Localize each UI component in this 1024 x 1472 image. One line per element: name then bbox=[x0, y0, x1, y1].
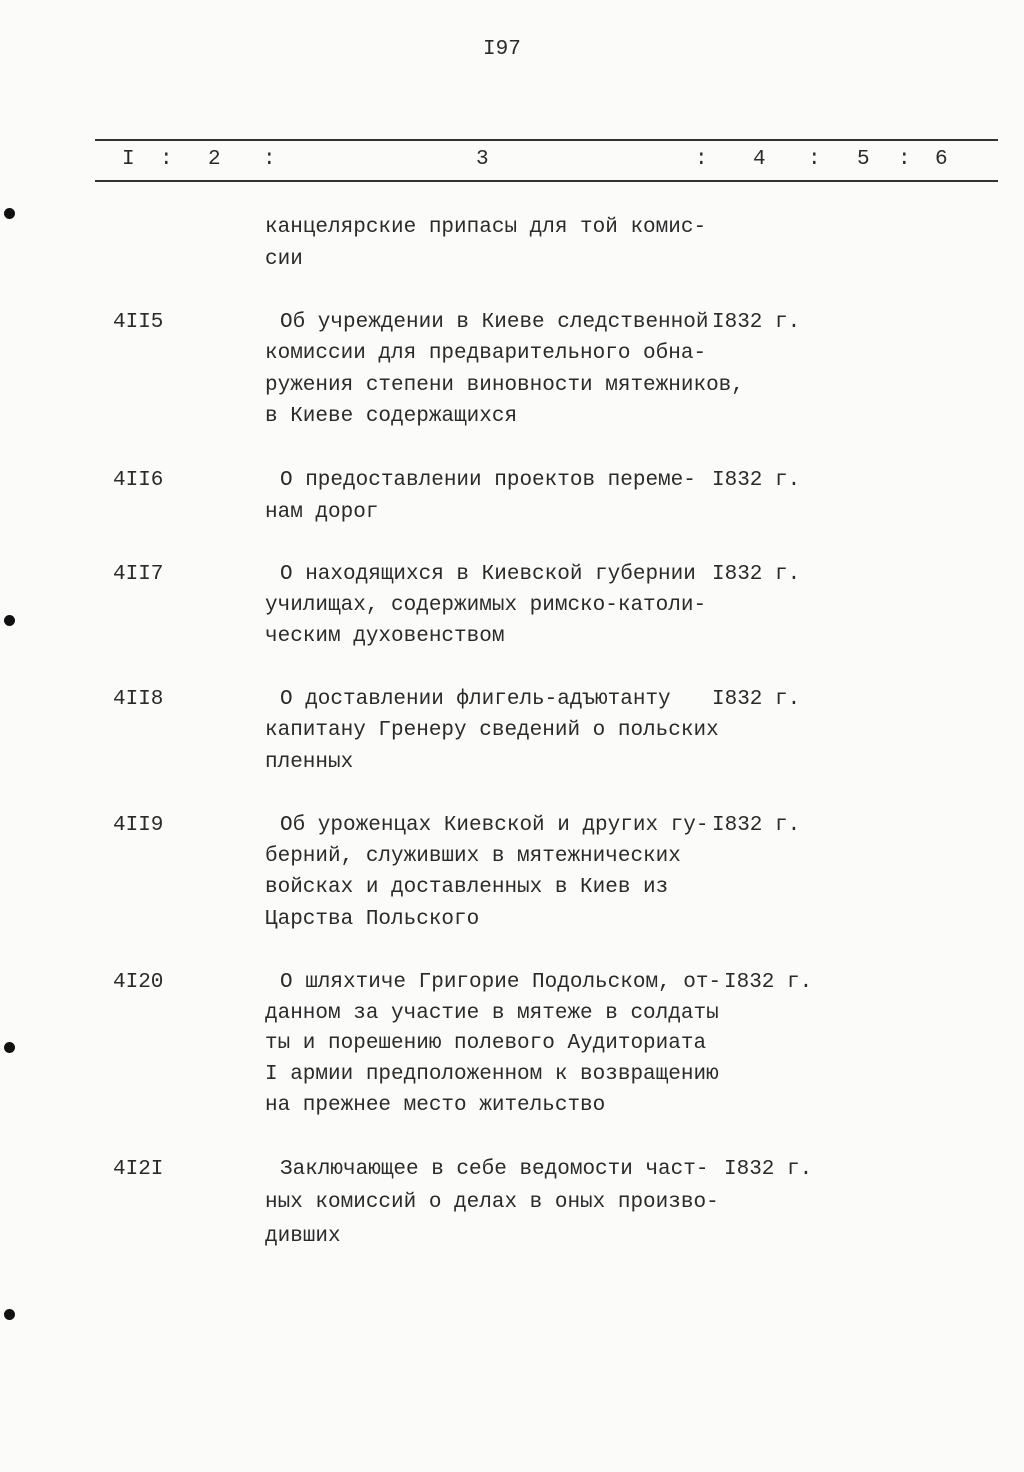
punch-hole-dot bbox=[4, 208, 15, 219]
text-line: на прежнее место жительство bbox=[265, 1094, 606, 1117]
punch-hole-dot bbox=[4, 1309, 15, 1320]
text-line: Об учреждении в Киеве следственной bbox=[280, 311, 709, 334]
header-top-rule bbox=[95, 139, 998, 141]
entry-number: 4II6 bbox=[113, 469, 164, 492]
entry-date: I832 г. bbox=[712, 814, 801, 837]
col-sep: : bbox=[160, 148, 173, 171]
col-6: 6 bbox=[935, 148, 948, 171]
entry-number: 4I2I bbox=[113, 1158, 164, 1181]
text-line: ческим духовенством bbox=[265, 625, 505, 648]
page-number: I97 bbox=[483, 38, 521, 61]
col-2: 2 bbox=[208, 148, 221, 171]
punch-hole-dot bbox=[4, 615, 15, 626]
entry-number: 4II7 bbox=[113, 563, 164, 586]
text-line: О предоставлении проектов переме- bbox=[280, 469, 696, 492]
text-line: училищах, содержимых римско-католи- bbox=[265, 594, 707, 617]
entry-date: I832 г. bbox=[724, 971, 813, 994]
text-line: канцелярские припасы для той комис- bbox=[265, 216, 707, 239]
text-line: О находящихся в Киевской губернии bbox=[280, 563, 696, 586]
col-sep: : bbox=[808, 148, 821, 171]
text-line: ты и порешению полевого Аудиториата bbox=[265, 1032, 707, 1055]
col-sep: : bbox=[898, 148, 911, 171]
text-line: сии bbox=[265, 248, 303, 271]
entry-date: I832 г. bbox=[724, 1158, 813, 1181]
entry-date: I832 г. bbox=[712, 688, 801, 711]
text-line: берний, служивших в мятежнических bbox=[265, 845, 681, 868]
text-line: О доставлении флигель-адъютанту bbox=[280, 688, 671, 711]
text-line: ных комиссий о делах в оных произво- bbox=[265, 1191, 719, 1214]
entry-number: 4II5 bbox=[113, 311, 164, 334]
text-line: I армии предположенном к возвращению bbox=[265, 1063, 719, 1086]
entry-date: I832 г. bbox=[712, 469, 801, 492]
entry-number: 4II8 bbox=[113, 688, 164, 711]
text-line: в Киеве содержащихся bbox=[265, 405, 518, 428]
text-line: войсках и доставленных в Киев из bbox=[265, 876, 669, 899]
entry-date: I832 г. bbox=[712, 311, 801, 334]
text-line: О шляхтиче Григорие Подольском, от- bbox=[280, 971, 722, 994]
entry-number: 4I20 bbox=[113, 971, 164, 994]
col-5: 5 bbox=[857, 148, 870, 171]
text-line: нам дорог bbox=[265, 501, 379, 524]
text-line: комиссии для предварительного обна- bbox=[265, 342, 707, 365]
text-line: Об уроженцах Киевской и других гу- bbox=[280, 814, 709, 837]
col-3: 3 bbox=[476, 148, 489, 171]
text-line: Царства Польского bbox=[265, 908, 480, 931]
text-line: пленных bbox=[265, 751, 354, 774]
text-line: ружения степени виновности мятежников, bbox=[265, 374, 744, 397]
text-line: Заключающее в себе ведомости част- bbox=[280, 1158, 709, 1181]
col-1: I bbox=[122, 148, 135, 171]
col-sep: : bbox=[695, 148, 708, 171]
col-4: 4 bbox=[753, 148, 766, 171]
text-line: капитану Гренеру сведений о польских bbox=[265, 719, 719, 742]
entry-date: I832 г. bbox=[712, 563, 801, 586]
col-sep: : bbox=[263, 148, 276, 171]
punch-hole-dot bbox=[4, 1042, 15, 1053]
entry-number: 4II9 bbox=[113, 814, 164, 837]
text-line: данном за участие в мятеже в солдаты bbox=[265, 1002, 719, 1025]
header-bottom-rule bbox=[95, 180, 998, 182]
text-line: дивших bbox=[265, 1225, 341, 1248]
